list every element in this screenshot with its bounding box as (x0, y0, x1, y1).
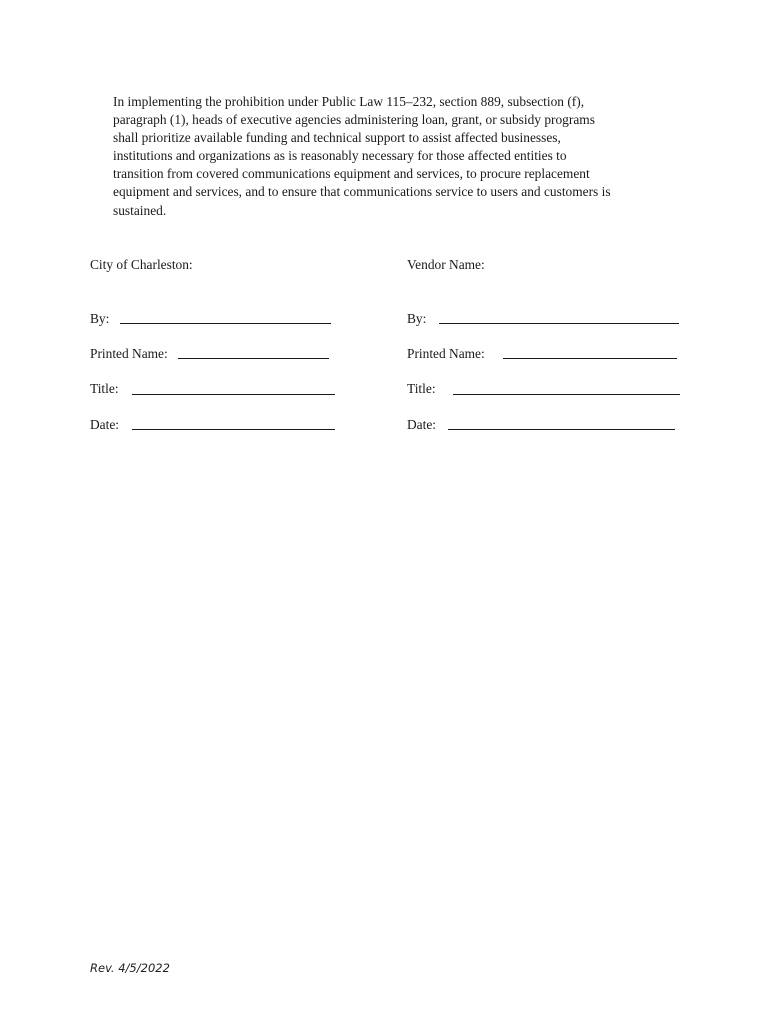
city-by-label: By: (90, 311, 110, 326)
paragraph-line: sustained. (113, 202, 167, 218)
city-title-label: Title: (90, 381, 119, 396)
paragraph-line: equipment and services, and to ensure that communications service to users and customers is (113, 184, 611, 200)
city-date-label: Date: (90, 417, 119, 432)
vendor-heading: Vendor Name: (407, 257, 485, 272)
city-heading: City of Charleston: (90, 257, 193, 272)
vendor-date-line[interactable] (448, 429, 675, 430)
vendor-title-line[interactable] (453, 394, 680, 395)
city-by-signature-line[interactable] (120, 323, 331, 324)
paragraph-line: In implementing the prohibition under Public Law 115–232, section 889, subsection (f), (113, 94, 585, 109)
vendor-printed-name-label: Printed Name: (407, 346, 485, 361)
city-title-line[interactable] (132, 394, 335, 395)
vendor-printed-name-line[interactable] (503, 358, 677, 359)
city-printed-name-label: Printed Name: (90, 346, 168, 361)
paragraph-line: paragraph (1), heads of executive agencies administering loan, grant, or subsidy programs (113, 112, 595, 128)
paragraph-line: transition from covered communications equipment and services, to procure replacement (113, 166, 590, 182)
vendor-by-label: By: (407, 311, 427, 326)
revision-footer: Rev. 4/5/2022 (90, 961, 170, 975)
city-printed-name-line[interactable] (178, 358, 329, 359)
prohibition-paragraph (113, 93, 693, 220)
paragraph-line: shall prioritize available funding and technical support to assist affected businesses, (113, 130, 561, 146)
vendor-date-label: Date: (407, 417, 436, 432)
city-date-line[interactable] (132, 429, 335, 430)
paragraph-line: institutions and organizations as is reasonably necessary for those affected entities to (113, 148, 567, 164)
vendor-title-label: Title: (407, 381, 436, 396)
vendor-by-signature-line[interactable] (439, 323, 679, 324)
